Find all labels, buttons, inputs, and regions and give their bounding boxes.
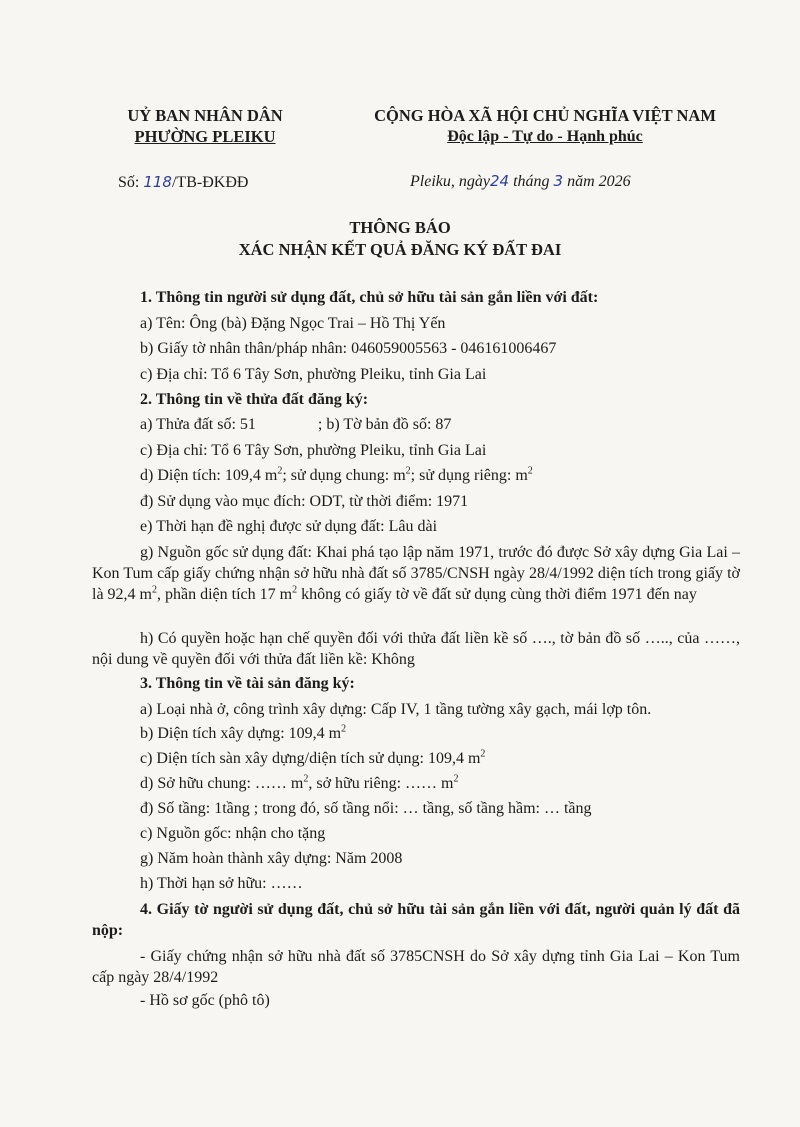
doc-title: THÔNG BÁO (349, 218, 451, 237)
s2-purpose: đ) Sử dụng vào mục đích: ODT, từ thời điểm: 1971 (140, 493, 469, 510)
authority-line2: PHƯỜNG PLEIKU (134, 127, 276, 146)
s2-parcel: a) Thửa đất số: 51 ; b) Tờ bản đồ số: 87 (140, 416, 452, 433)
national-motto (345, 105, 745, 147)
nation-name: CỘNG HÒA XÃ HỘI CHỦ NGHĨA VIỆT NAM (374, 106, 716, 125)
s2-adjacent-rights: h) Có quyền hoặc hạn chế quyền đối với thửa đất liền kề số …., tờ bản đồ số ….., của ……, nội dung về quyền đối với thửa đất liền kề: Không (92, 630, 740, 668)
section3-heading: 3. Thông tin về tài sản đăng ký: (140, 675, 355, 692)
s3-ownership-term: h) Thời hạn sở hữu: …… (140, 875, 303, 892)
s1-address: c) Địa chỉ: Tổ 6 Tây Sơn, phường Pleiku, tỉnh Gia Lai (140, 366, 487, 383)
reference-number: Số: 118/TB-ĐKĐĐ (118, 173, 249, 191)
s3-origin: c) Nguồn gốc: nhận cho tặng (140, 825, 326, 842)
doc-subtitle: XÁC NHẬN KẾT QUẢ ĐĂNG KÝ ĐẤT ĐAI (238, 240, 562, 259)
motto: Độc lập - Tự do - Hạnh phúc (447, 128, 643, 145)
authority-line1: UỶ BAN NHÂN DÂN (127, 106, 283, 125)
s2-address: c) Địa chỉ: Tổ 6 Tây Sơn, phường Pleiku, tỉnh Gia Lai (140, 442, 487, 459)
s2-origin: g) Nguồn gốc sử dụng đất: Khai phá tạo lập năm 1971, trước đó được Sở xây dựng Gia Lai – Kon Tum cấp giấy chứng nhận sở hữu nhà đất số 3785/CNSH ngày 28/4/1992 diện tích trong giấy tờ là 92,4 $m^2$, phần diện tích 17 $m^2$ không có giấy tờ về đất sử dụng cùng thời điểm 1971 đến nay (92, 544, 740, 603)
s1-id: b) Giấy tờ nhân thân/pháp nhân: 046059005563 - 046161006467 (140, 340, 557, 357)
section2-heading: 2. Thông tin về thửa đất đăng ký: (140, 391, 369, 408)
handwritten-month: 3 (553, 172, 564, 190)
s4-item-certificate: - Giấy chứng nhận sở hữu nhà đất số 3785CNSH do Sở xây dựng tỉnh Gia Lai – Kon Tum cấp ngày 28/4/1992 (92, 948, 740, 986)
issue-date: Pleiku, ngày24 tháng 3 năm 2026 (410, 172, 631, 190)
s2-term: e) Thời hạn đề nghị được sử dụng đất: Lâu dài (140, 518, 438, 535)
issuing-authority (95, 105, 315, 147)
s3-ownership: d) Sở hữu chung: …… $m^2$, sở hữu riêng: …… $m^2$ (140, 773, 459, 792)
s4-item-original-file: - Hồ sơ gốc (phô tô) (140, 992, 270, 1009)
section4-heading: 4. Giấy tờ người sử dụng đất, chủ sở hữu tài sản gắn liền với đất, người quản lý đất đã nộp: (92, 901, 740, 939)
section1-heading: 1. Thông tin người sử dụng đất, chủ sở hữu tài sản gắn liền với đất: (140, 289, 599, 306)
s1-name: a) Tên: Ông (bà) Đặng Ngọc Trai – Hồ Thị Yến (140, 315, 446, 332)
s3-build-area: b) Diện tích xây dựng: 109,4 $m^2$ (140, 723, 347, 742)
s3-type: a) Loại nhà ở, công trình xây dựng: Cấp IV, 1 tầng tường xây gạch, mái lợp tôn. (140, 701, 652, 718)
s3-floor-area: c) Diện tích sàn xây dựng/diện tích sử dụng: 109,4 $m^2$ (140, 748, 486, 767)
s3-floors: đ) Số tầng: 1tầng ; trong đó, số tầng nổi: … tầng, số tầng hầm: … tầng (140, 800, 592, 817)
handwritten-number: 118 (143, 173, 172, 191)
s3-completion-year: g) Năm hoàn thành xây dựng: Năm 2008 (140, 850, 403, 867)
handwritten-day: 24 (489, 172, 510, 190)
s2-area: d) Diện tích: 109,4 $m^2$; sử dụng chung: $m^2$; sử dụng riêng: $m^2$ (140, 465, 533, 484)
